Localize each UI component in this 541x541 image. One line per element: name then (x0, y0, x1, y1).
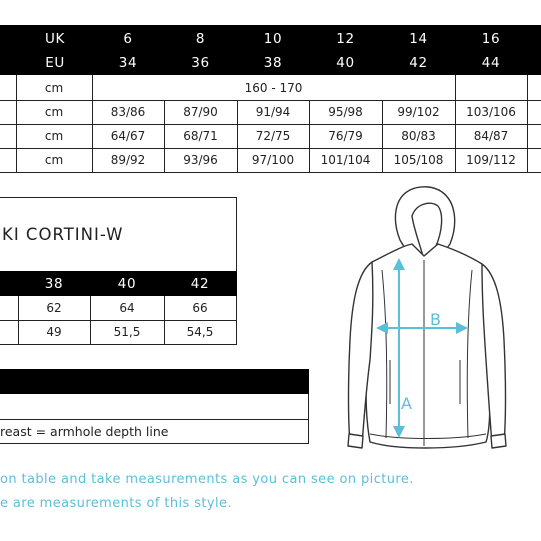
measure-cell: 84/87 (473, 129, 509, 143)
product-measure-cell: 62 (46, 301, 62, 315)
unit-cell: cm (44, 153, 64, 167)
legend-header-band (0, 369, 309, 394)
product-measure-cell: 66 (192, 301, 208, 315)
measure-cell: 109/112 (466, 153, 516, 167)
product-measure-cell: 64 (119, 301, 135, 315)
jacket-left-cuff (348, 434, 363, 448)
uk-size: 16 (455, 27, 527, 51)
measure-cell: 83/86 (110, 105, 146, 119)
unit-cell: cm (44, 105, 64, 119)
measure-label-b: B (430, 310, 441, 329)
eu-label: EU (25, 51, 85, 75)
measure-cell: 101/104 (320, 153, 371, 167)
eu-size: 44 (455, 51, 527, 75)
uk-size: 8 (164, 27, 237, 51)
grid-line (0, 443, 309, 444)
measure-cell: 87/90 (183, 105, 218, 119)
uk-size: 6 (92, 27, 164, 51)
uk-size: 10 (237, 27, 309, 51)
measure-cell: 95/98 (328, 105, 363, 119)
measure-cell: 93/96 (183, 153, 218, 167)
measure-cell: 64/67 (110, 129, 146, 143)
unit-cell: cm (44, 81, 64, 95)
product-size: 40 (90, 271, 164, 296)
measure-label-a: A (401, 394, 412, 413)
product-measure-cell: 51,5 (113, 325, 141, 339)
product-title: KI CORTINI-W (2, 224, 124, 244)
product-measure-cell: 54,5 (186, 325, 214, 339)
eu-size: 36 (164, 51, 237, 75)
uk-label: UK (25, 27, 85, 51)
measure-cell: 105/108 (393, 153, 444, 167)
measure-cell: 80/83 (401, 129, 436, 143)
jacket-right-cuff (491, 434, 506, 448)
measure-cell: 103/106 (466, 105, 516, 119)
measure-cell: 76/79 (328, 129, 363, 143)
eu-size: 34 (92, 51, 164, 75)
unit-cell: cm (44, 129, 64, 143)
product-measure-cell: 49 (46, 325, 62, 339)
grid-line (0, 344, 237, 345)
measure-cell: 89/92 (110, 153, 146, 167)
measure-cell: 97/100 (251, 153, 295, 167)
table-border (0, 197, 237, 198)
measure-cell: 68/71 (183, 129, 218, 143)
legend-note: reast = armhole depth line (0, 424, 169, 439)
grid-line (0, 172, 541, 173)
uk-size: 14 (382, 27, 455, 51)
instruction-note-1: on table and take measurements as you can see on picture. (0, 472, 414, 487)
grid-line (527, 75, 528, 172)
measure-cell: 72/75 (255, 129, 291, 143)
eu-size: 40 (309, 51, 382, 75)
grid-line (308, 394, 309, 444)
measure-cell: 99/102 (397, 105, 440, 119)
product-size: 42 (164, 271, 236, 296)
measure-cell: 91/94 (255, 105, 291, 119)
height-range-cell: 160 - 170 (244, 81, 303, 95)
eu-size: 38 (237, 51, 309, 75)
instruction-note-2: e are measurements of this style. (0, 496, 232, 511)
eu-size: 42 (382, 51, 455, 75)
uk-size: 12 (309, 27, 382, 51)
product-size: 38 (18, 271, 90, 296)
